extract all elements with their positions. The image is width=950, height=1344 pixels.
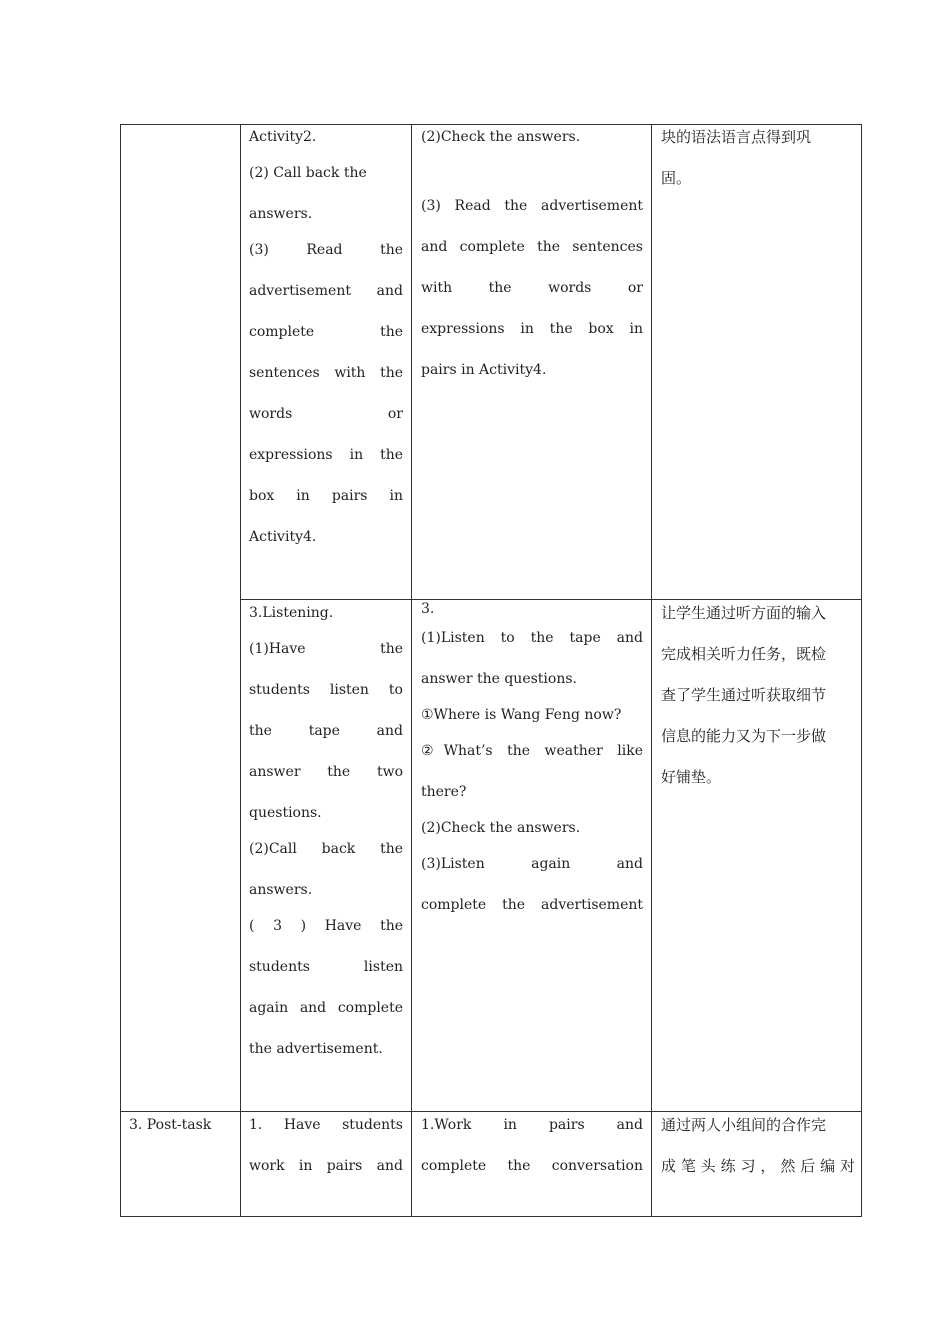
table-border-bottom [120,1216,862,1217]
row2-teacher-line: 3.Listening. [249,605,334,621]
row2-purpose-line: 查了学生通过听获取细节 [661,686,827,704]
column-divider-2 [411,124,412,1217]
row1-student-line: pairs in Activity4. [421,362,547,378]
row2-teacher-line: answer the two [249,764,403,780]
row3-stage-cell [129,1112,233,1153]
row1-student-line: (3) Read the advertisement [421,198,643,214]
row1-teacher-line: box in pairs in [249,488,403,504]
table-border-right [861,124,862,1217]
row1-student-line: with the words or [421,280,643,296]
row1-teacher-line: expressions in the [249,447,403,463]
row1-student-cell [421,124,643,398]
row2-student-line: (1)Listen to the tape and [421,630,643,646]
row1-teacher-line: complete the [249,324,403,340]
row2-teacher-line: again and complete [249,1000,403,1016]
row3-teacher-cell [249,1112,403,1194]
row1-teacher-line: advertisement and [249,283,403,299]
row1-teacher-line: words or [249,406,403,422]
row1-teacher-line: Activity2. [249,129,317,145]
column-divider-1 [240,124,241,1217]
row3-stage-label: 3. Post-task [129,1117,212,1133]
table-border-left [120,124,121,1217]
row2-student-line: ②What’s the weather like [421,743,643,759]
row2-teacher-line: (1)Have the [249,641,403,657]
row2-student-line: (3)Listen again and [421,856,643,872]
row3-student-cell [421,1112,643,1194]
row2-student-line: answer the questions. [421,671,577,687]
row1-teacher-line: (2) Call back the [249,165,367,181]
row1-teacher-cell [249,124,403,565]
row1-teacher-line: Activity4. [249,529,317,545]
row2-student-line: complete the advertisement [421,897,643,913]
row2-teacher-line: students listen to [249,682,403,698]
row2-student-line: there? [421,784,467,800]
row1-teacher-line: answers. [249,206,313,222]
row2-teacher-line: the tape and [249,723,403,739]
row2-student-line: (2)Check the answers. [421,820,581,836]
row2-purpose-line: 让学生通过听方面的输入 [661,604,827,622]
row2-purpose-line: 完成相关听力任务，既检 [661,645,827,663]
row2-teacher-line: ( 3 ) Have the [249,918,403,934]
row1-purpose-line: 块的语法语言点得到巩 [661,128,812,146]
row3-student-line: 1.Work in pairs and [421,1117,643,1133]
row1-teacher-line: sentences with the [249,365,403,381]
row2-teacher-cell [249,600,403,1077]
row2-purpose-line: 好铺垫。 [661,768,722,786]
row2-teacher-line: students listen [249,959,403,975]
column-divider-3 [651,124,652,1217]
row2-student-line: ①Where is Wang Feng now? [421,707,622,723]
row2-student-line: 3. [421,601,435,617]
row3-student-line: complete the conversation [421,1158,643,1174]
row3-purpose-line: 通过两人小组间的合作完 [661,1116,827,1134]
row2-teacher-line: answers. [249,882,313,898]
row1-purpose-line: 固。 [661,169,692,187]
row2-teacher-line: (2)Call back the [249,841,403,857]
row2-teacher-line: questions. [249,805,322,821]
row1-student-line: (2)Check the answers. [421,129,581,145]
row1-purpose-cell [661,124,853,206]
row2-purpose-cell [661,600,853,805]
row3-teacher-line: work in pairs and [249,1158,403,1174]
row1-teacher-line: (3) Read the [249,242,403,258]
row1-student-line: expressions in the box in [421,321,643,337]
row3-purpose-line: 成笔头练习，然后编对 [661,1157,855,1175]
row2-purpose-line: 信息的能力又为下一步做 [661,727,827,745]
row2-student-cell [421,596,643,933]
row1-student-line: and complete the sentences [421,239,643,255]
row3-teacher-line: 1. Have students [249,1117,403,1133]
row3-purpose-cell [661,1112,855,1194]
row2-teacher-line: the advertisement. [249,1041,383,1057]
